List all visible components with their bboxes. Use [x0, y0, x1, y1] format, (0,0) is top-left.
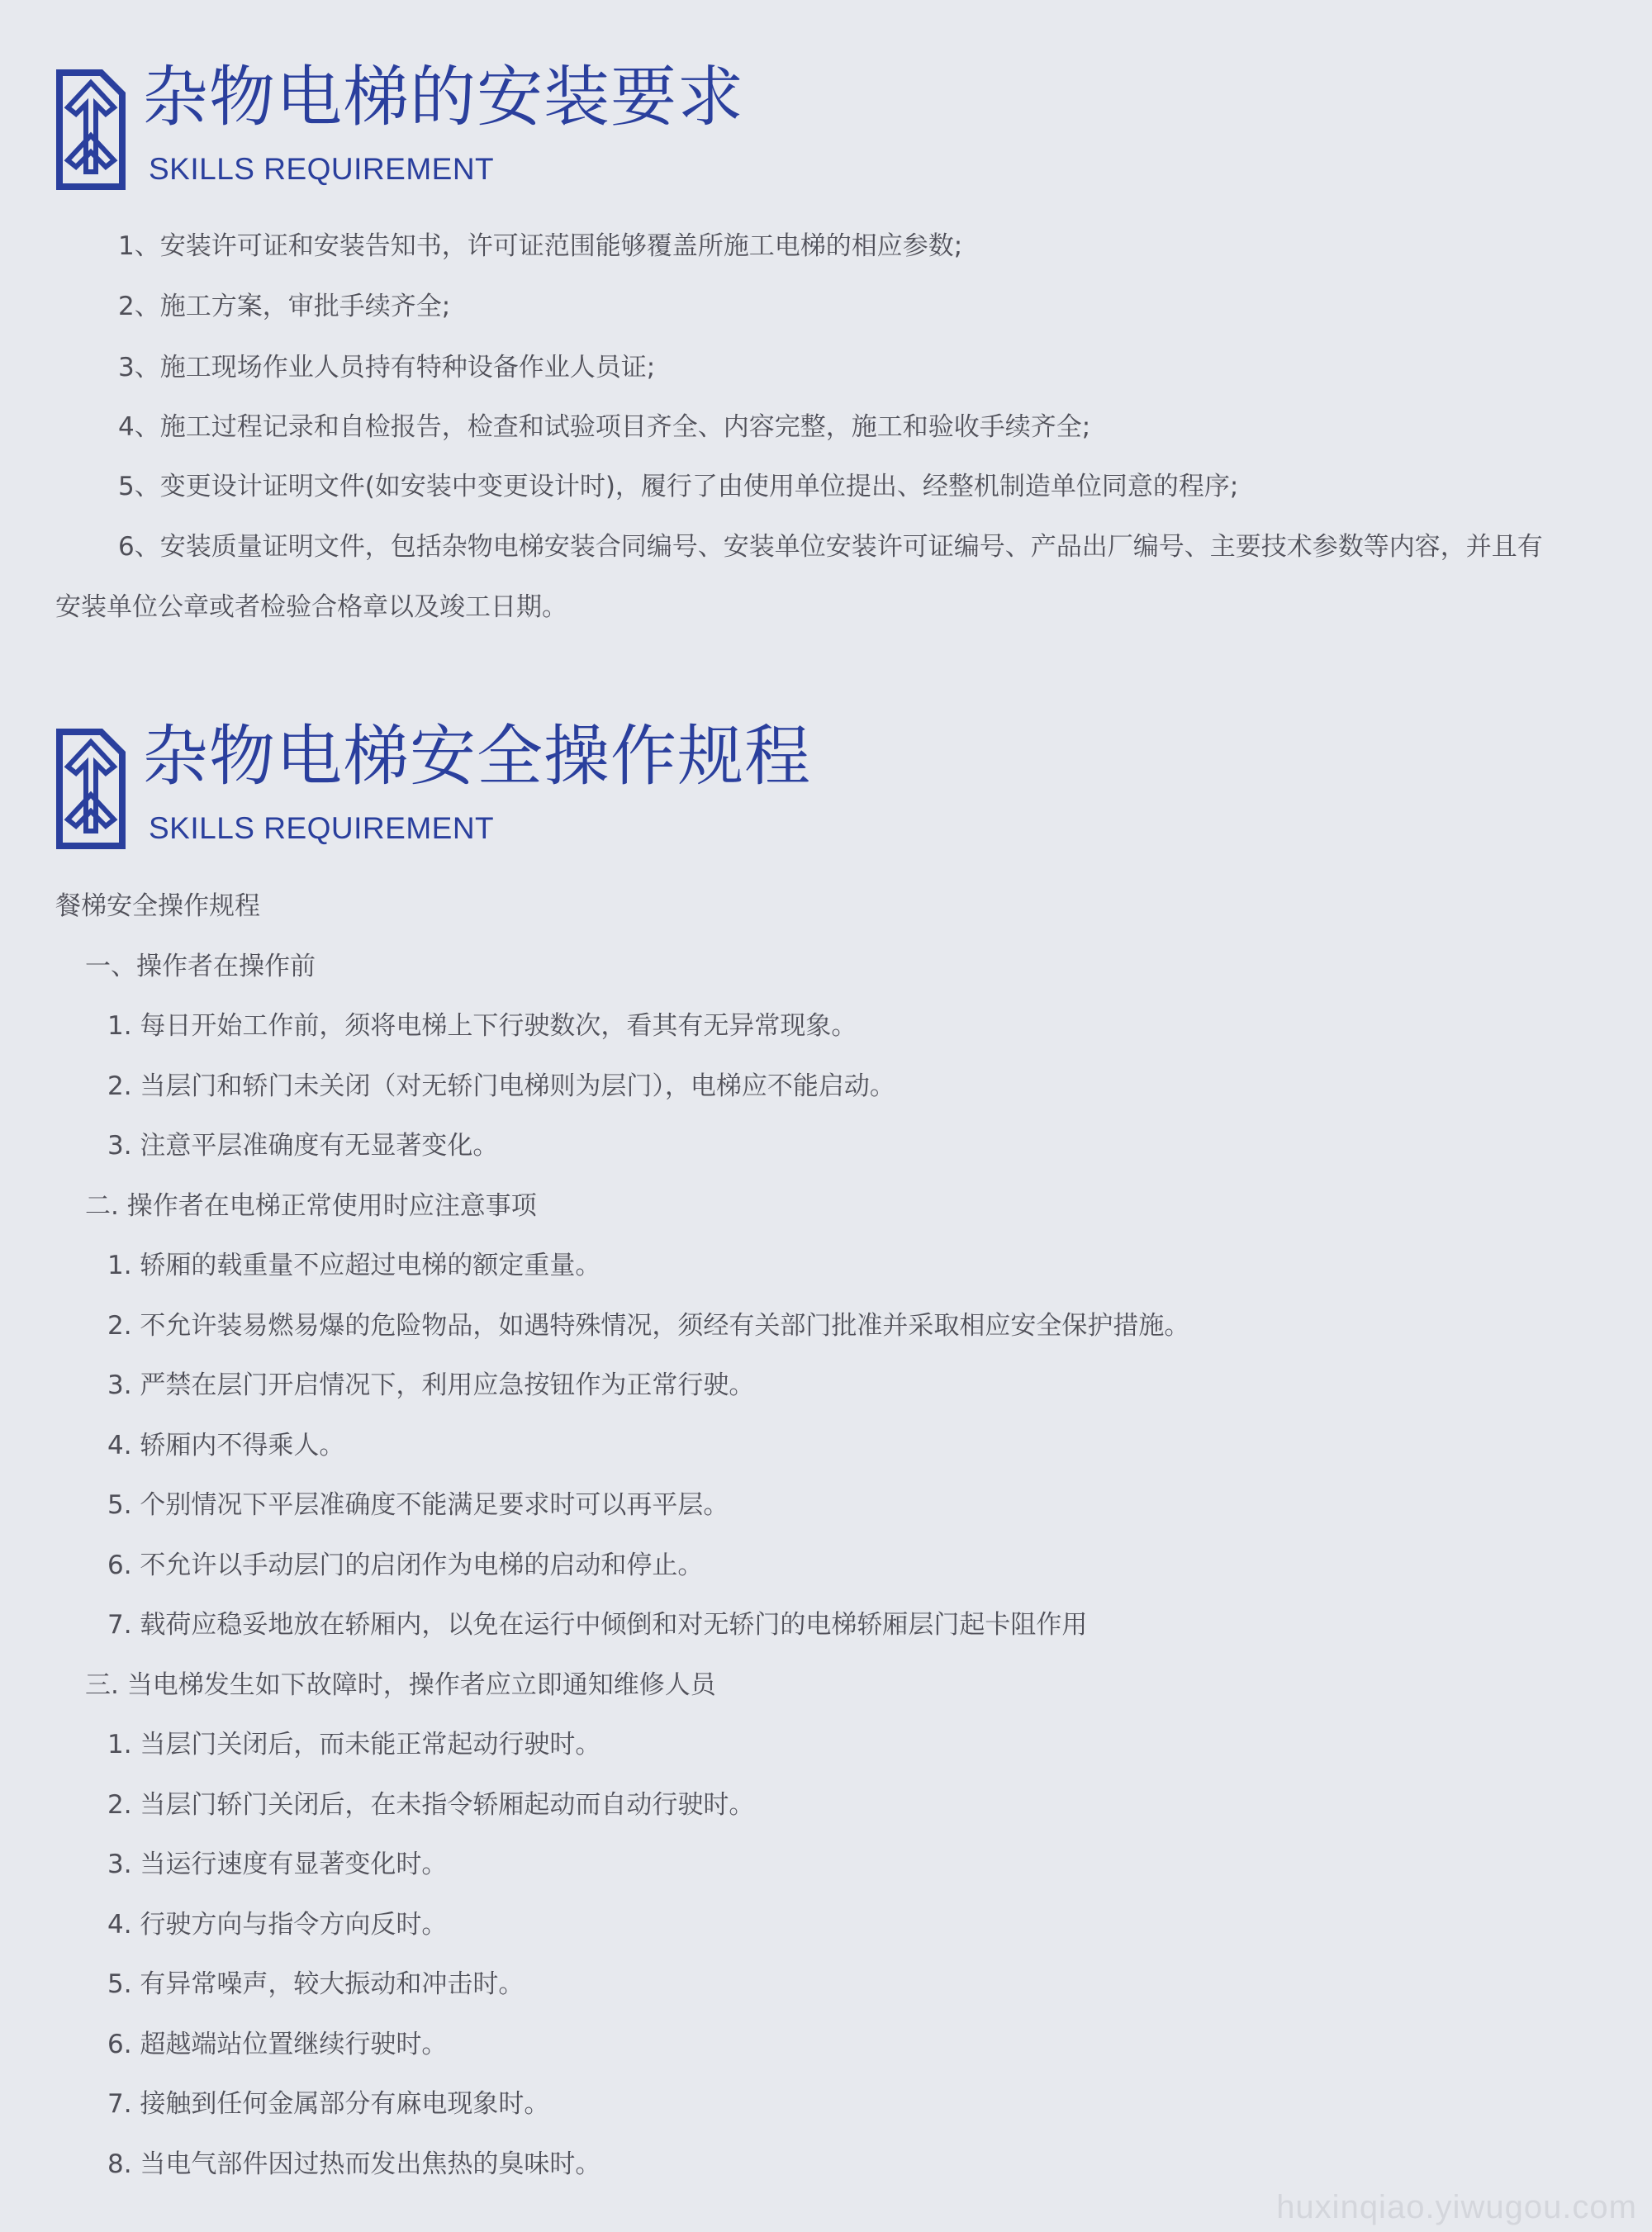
list-item: 6、安装质量证明文件，包括杂物电梯安装合同编号、安装单位安装许可证编号、产品出厂编号、主要技术参数等内容，并且有: [118, 532, 1543, 562]
list-item: 2、施工方案，审批手续齐全;: [118, 292, 451, 321]
section1-title: 杂物电梯的安装要求: [142, 59, 744, 135]
list-item: 7. 接触到任何金属部分有麻电现象时。: [107, 2089, 550, 2119]
list-item: 4. 轿厢内不得乘人。: [107, 1431, 345, 1460]
list-item: 1. 轿厢的载重量不应超过电梯的额定重量。: [107, 1251, 601, 1280]
list-item: 5. 个别情况下平层准确度不能满足要求时可以再平层。: [107, 1490, 729, 1520]
list-item: 7. 载荷应稳妥地放在轿厢内，以免在运行中倾倒和对无轿门的电梯轿厢层门起卡阻作用: [107, 1610, 1088, 1640]
section2-title: 杂物电梯安全操作规程: [142, 718, 811, 795]
list-item: 5、变更设计证明文件(如安装中变更设计时)，履行了由使用单位提出、经整机制造单位同意的程序;: [118, 472, 1239, 501]
section1-header: [53, 59, 1044, 190]
section1-subtitle: SKILLS REQUIREMENT: [149, 152, 495, 186]
section2-intro: 餐梯安全操作规程: [55, 891, 260, 921]
list-item: 6. 超越端站位置继续行驶时。: [107, 2030, 448, 2059]
arrow-up-icon: [53, 66, 129, 190]
list-item: 5. 有异常噪声，较大振动和冲击时。: [107, 1969, 525, 1999]
section2-subtitle: SKILLS REQUIREMENT: [149, 811, 495, 845]
group-heading: 三. 当电梯发生如下故障时，操作者应立即通知维修人员: [85, 1670, 716, 1700]
list-item: 1. 当层门关闭后，而未能正常起动行驶时。: [107, 1730, 601, 1759]
section2-header: [53, 718, 1044, 849]
group-heading: 二. 操作者在电梯正常使用时应注意事项: [85, 1191, 537, 1221]
list-item: 2. 当层门轿门关闭后，在未指令轿厢起动而自动行驶时。: [107, 1790, 755, 1820]
list-item: 2. 当层门和轿门未关闭（对无轿门电梯则为层门），电梯应不能启动。: [107, 1071, 895, 1101]
list-item: 2. 不允许装易燃易爆的危险物品，如遇特殊情况，须经有关部门批准并采取相应安全保护措施。: [107, 1311, 1190, 1341]
list-item: 3. 当运行速度有显著变化时。: [107, 1850, 448, 1879]
watermark: huxinqiao.yiwugou.com: [1276, 2189, 1637, 2225]
list-item: 3. 注意平层准确度有无显著变化。: [107, 1131, 499, 1161]
list-item: 1. 每日开始工作前，须将电梯上下行驶数次，看其有无异常现象。: [107, 1011, 857, 1041]
list-item: 4. 行驶方向与指令方向反时。: [107, 1910, 448, 1940]
list-item: 4、施工过程记录和自检报告，检查和试验项目齐全、内容完整，施工和验收手续齐全;: [118, 412, 1091, 442]
list-item: 3、施工现场作业人员持有特种设备作业人员证;: [118, 353, 656, 382]
arrow-up-icon: [53, 725, 129, 849]
group-heading: 一、操作者在操作前: [85, 952, 316, 981]
list-item: 3. 严禁在层门开启情况下，利用应急按钮作为正常行驶。: [107, 1370, 755, 1400]
list-item: 6. 不允许以手动层门的启闭作为电梯的启动和停止。: [107, 1551, 704, 1580]
list-item: 1、安装许可证和安装告知书，许可证范围能够覆盖所施工电梯的相应参数;: [118, 231, 963, 261]
list-item: 8. 当电气部件因过热而发出焦热的臭味时。: [107, 2149, 601, 2179]
list-item-continuation: 安装单位公章或者检验合格章以及竣工日期。: [55, 592, 567, 622]
